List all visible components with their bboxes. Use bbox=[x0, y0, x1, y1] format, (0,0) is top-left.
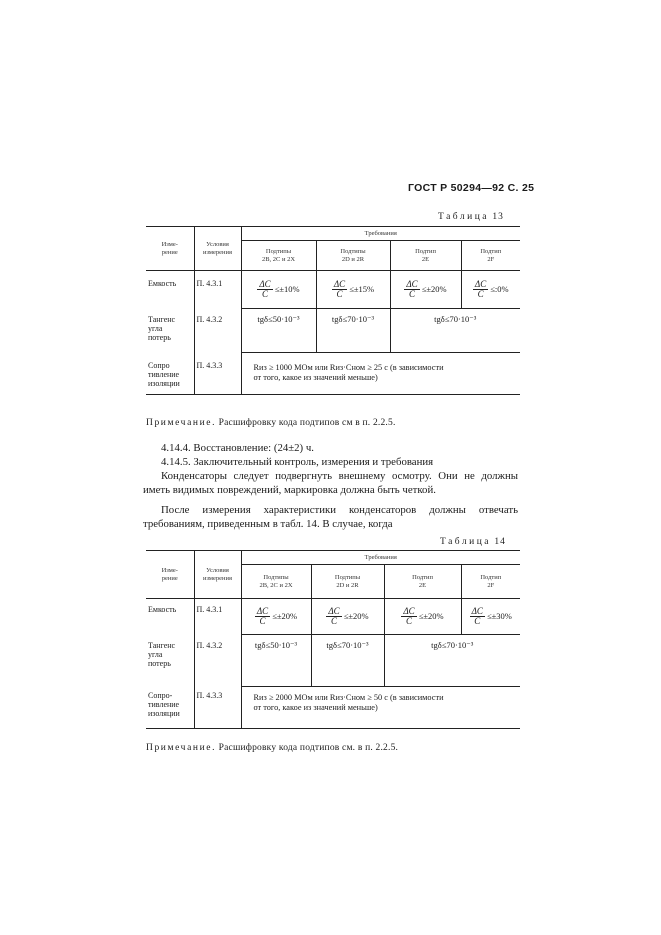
delta-c-fraction: $\frac{\Delta C}{C}$ bbox=[474, 278, 487, 299]
table14-insulation-requirement: Rиз ≥ 2000 МОм или Rиз·Cном ≥ 50 с (в зависимости от того, какое из значений меньше) bbox=[241, 687, 520, 729]
paragraph-visual-inspection: Конденсаторы следует подвергнуть внешнему осмотру. Они не должны иметь видимых повреждений, маркировка должна быть четкой. bbox=[143, 470, 518, 496]
table14-subheader-4: Подтип 2F bbox=[461, 565, 520, 599]
table14-row-tangent-label: Тангенс угла потерь bbox=[146, 635, 194, 687]
paragraph-final-control-heading: 4.14.5. Заключительный контроль, измерения и требования bbox=[161, 456, 434, 468]
table14-cap-2e: $\frac{\Delta C}{C}$ ≤±20% bbox=[384, 599, 461, 635]
table14-subheader-3: Подтип 2Е bbox=[384, 565, 461, 599]
table13-cap-2e: $\frac{\Delta C}{C}$ ≤±20% bbox=[390, 271, 461, 309]
table13-row-capacitance-cond: П. 4.3.1 bbox=[194, 271, 241, 309]
table13-header-conditions: Условия измерения bbox=[194, 227, 241, 271]
table14-row-capacitance-cond: П. 4.3.1 bbox=[194, 599, 241, 635]
table-14 bbox=[146, 550, 520, 729]
table14-tan-2e2f: tgδ≤70·10⁻³ bbox=[384, 635, 520, 687]
table13-tan-2b: tgδ≤50·10⁻³ bbox=[241, 309, 316, 353]
table13-subheader-4: Подтип 2F bbox=[461, 241, 520, 271]
table14-row-insulation-label: Сопро- тивление изоляции bbox=[146, 687, 194, 729]
table13-subheader-2: Подтипы 2D и 2R bbox=[316, 241, 390, 271]
table13-subheader-3: Подтип 2Е bbox=[390, 241, 461, 271]
page-header: ГОСТ Р 50294—92 С. 25 bbox=[408, 182, 535, 194]
table13-tan-2d: tgδ≤70·10⁻³ bbox=[316, 309, 390, 353]
delta-c-fraction: $\frac{\Delta C}{C}$ bbox=[333, 278, 346, 299]
table14-cap-2d: $\frac{\Delta C}{C}$ ≤±20% bbox=[311, 599, 384, 635]
table14-note-label: Примечание. bbox=[146, 743, 217, 753]
paragraph-restoration: 4.14.4. Восстановление: (24±2) ч. bbox=[161, 442, 314, 454]
table13-caption bbox=[438, 212, 504, 222]
table14-header-conditions: Условия измерения bbox=[194, 551, 241, 599]
table13-note bbox=[146, 418, 396, 428]
table13-row-insulation-cond: П. 4.3.3 bbox=[194, 353, 241, 395]
table13-row-insulation-label: Сопро тивление изоляции bbox=[146, 353, 194, 395]
delta-c-fraction: $\frac{\Delta C}{C}$ bbox=[403, 605, 415, 626]
table13-cap-2b: $\frac{\Delta C}{C}$ ≤±10% bbox=[241, 271, 316, 309]
table14-cap-2b: $\frac{\Delta C}{C}$ ≤±20% bbox=[241, 599, 311, 635]
table13-row-tangent-label: Тангенс угла потерь bbox=[146, 309, 194, 353]
table13-cap-2d: $\frac{\Delta C}{C}$ ≤±15% bbox=[316, 271, 390, 309]
table14-caption-word: Таблица bbox=[440, 537, 492, 547]
table13-note-text: Расшифровку кода подтипов см в п. 2.2.5. bbox=[218, 418, 396, 428]
delta-c-fraction: $\frac{\Delta C}{C}$ bbox=[256, 605, 269, 626]
table13-header-requirements: Требования bbox=[241, 227, 520, 241]
table14-tan-2b: tgδ≤50·10⁻³ bbox=[241, 635, 311, 687]
table14-note-text: Расшифровку кода подтипов см. в п. 2.2.5. bbox=[218, 743, 399, 753]
table13-caption-number: 13 bbox=[492, 212, 504, 222]
table13-cap-2f: $\frac{\Delta C}{C}$ ≤:0% bbox=[461, 271, 520, 309]
table13-insulation-requirement: Rиз ≥ 1000 МОм или Rиз·Cном ≥ 25 с (в зависимости от того, какое из значений меньше) bbox=[241, 353, 520, 395]
table-13 bbox=[146, 226, 520, 395]
table14-row-tangent-cond: П. 4.3.2 bbox=[194, 635, 241, 687]
delta-c-fraction: $\frac{\Delta C}{C}$ bbox=[406, 278, 418, 299]
table13-subheader-1: Подтипы 2В, 2С и 2Х bbox=[241, 241, 316, 271]
table14-header-measure: Изме- рение bbox=[146, 551, 194, 599]
table14-row-capacitance-label: Емкость bbox=[146, 599, 194, 635]
table13-header-measure: Изме- рение bbox=[146, 227, 194, 271]
table14-header-requirements: Требования bbox=[241, 551, 520, 565]
table14-tan-2d: tgδ≤70·10⁻³ bbox=[311, 635, 384, 687]
table13-note-label: Примечание. bbox=[146, 418, 217, 428]
table13-caption-word: Таблица bbox=[438, 212, 490, 222]
table14-subheader-1: Подтипы 2В, 2С и 2Х bbox=[241, 565, 311, 599]
table13-tan-2e2f: tgδ≤70·10⁻³ bbox=[390, 309, 520, 353]
table14-subheader-2: Подтипы 2D и 2R bbox=[311, 565, 384, 599]
table14-cap-2f: $\frac{\Delta C}{C}$ ≤±30% bbox=[461, 599, 520, 635]
delta-c-fraction: $\frac{\Delta C}{C}$ bbox=[471, 605, 483, 626]
table14-note bbox=[146, 743, 398, 753]
delta-c-fraction: $\frac{\Delta C}{C}$ bbox=[328, 605, 340, 626]
table14-caption-number: 14 bbox=[494, 537, 506, 547]
table14-caption bbox=[440, 537, 506, 547]
table13-row-capacitance-label: Емкость bbox=[146, 271, 194, 309]
table14-row-insulation-cond: П. 4.3.3 bbox=[194, 687, 241, 729]
delta-c-fraction: $\frac{\Delta C}{C}$ bbox=[259, 278, 271, 299]
table13-row-tangent-cond: П. 4.3.2 bbox=[194, 309, 241, 353]
paragraph-after-measurement: После измерения характеристики конденсаторов должны отвечать требованиям, приведенным в табл. 14. В случае, когда bbox=[143, 504, 518, 530]
